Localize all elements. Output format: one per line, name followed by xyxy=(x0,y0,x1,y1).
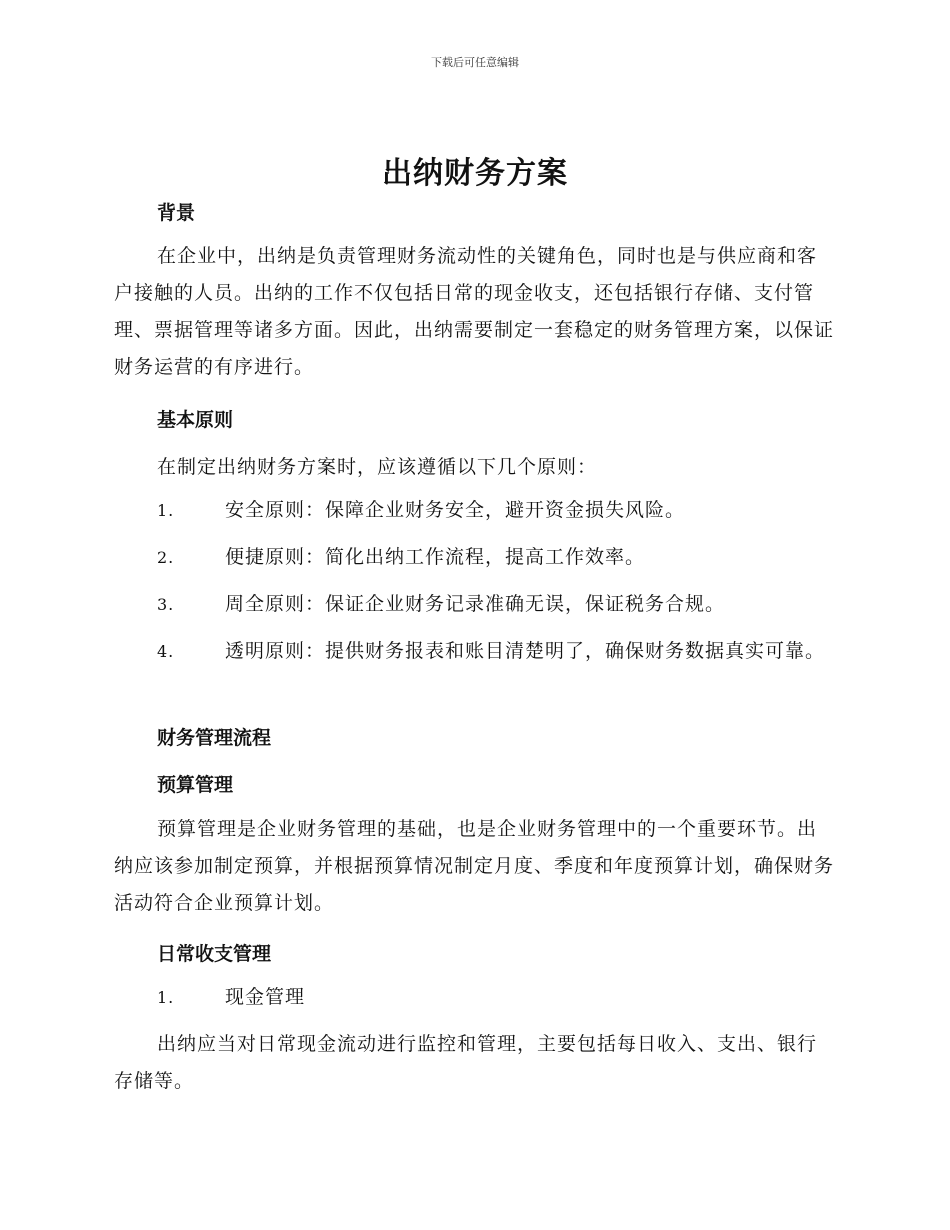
paragraph-background: 在企业中，出纳是负责管理财务流动性的关键角色，同时也是与供应商和客户接触的人员。出纳的工作不仅包括日常的现金收支，还包括银行存储、支付管理、票据管理等诸多方面。因此，出纳需要制定一套稳定的财务管理方案，以保证财务运营的有序进行。 xyxy=(114,245,835,378)
paragraph-daily: 出纳应当对日常现金流动进行监控和管理，主要包括每日收入、支出、银行存储等。 xyxy=(114,1033,818,1092)
list-number: 2. xyxy=(157,548,175,567)
heading-process: 财务管理流程 xyxy=(157,727,272,749)
paragraph-budget: 预算管理是企业财务管理的基础，也是企业财务管理中的一个重要环节。出纳应该参加制定预算，并根据预算情况制定月度、季度和年度预算计划，确保财务活动符合企业预算计划。 xyxy=(114,818,835,914)
heading-background: 背景 xyxy=(157,202,196,224)
heading-budget: 预算管理 xyxy=(157,774,234,796)
list-item xyxy=(114,586,834,623)
heading-principles: 基本原则 xyxy=(157,409,234,431)
list-number: 1. xyxy=(157,501,175,520)
list-text: 便捷原则：简化出纳工作流程，提高工作效率。 xyxy=(225,546,646,568)
principles-intro: 在制定出纳财务方案时，应该遵循以下几个原则： xyxy=(157,456,598,478)
document-title: 出纳财务方案 xyxy=(382,156,568,191)
list-item xyxy=(114,539,834,576)
list-item xyxy=(114,492,834,529)
list-text: 现金管理 xyxy=(225,986,306,1008)
list-number: 3. xyxy=(157,595,175,614)
list-text: 周全原则：保证企业财务记录准确无误，保证税务合规。 xyxy=(225,593,726,615)
heading-daily: 日常收支管理 xyxy=(157,943,272,965)
list-number: 1. xyxy=(157,988,175,1007)
header-note: 下载后可任意编辑 xyxy=(431,56,519,69)
list-item xyxy=(114,979,834,1016)
list-item xyxy=(114,633,834,670)
list-number: 4. xyxy=(157,642,175,661)
list-text: 透明原则：提供财务报表和账目清楚明了，确保财务数据真实可靠。 xyxy=(225,640,826,662)
list-text: 安全原则：保障企业财务安全，避开资金损失风险。 xyxy=(225,499,686,521)
